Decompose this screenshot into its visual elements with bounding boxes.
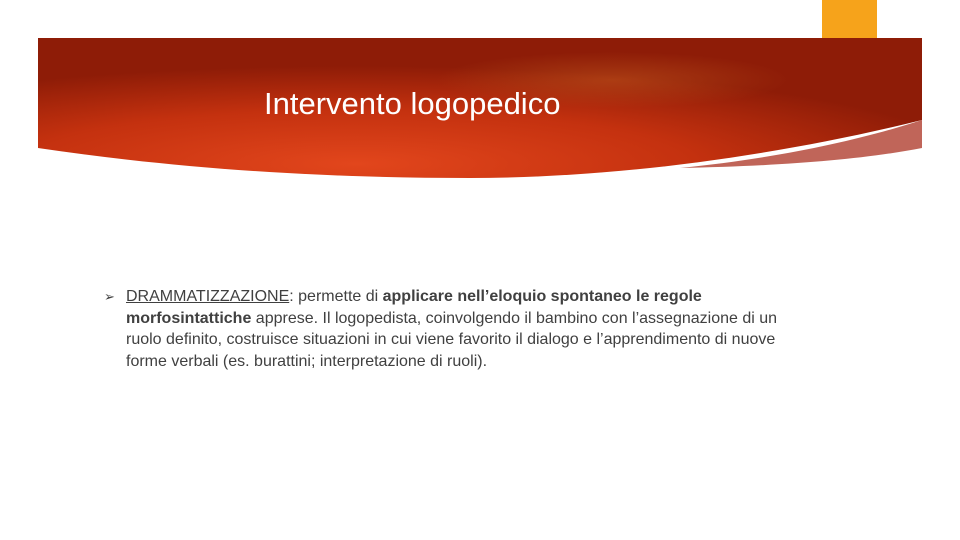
- bullet-bold-text: applicare nell’eloquio spontaneo le regole morfosintattiche: [126, 288, 702, 327]
- bullet-term: DRAMMATIZZAZIONE: [126, 288, 290, 305]
- arrowhead-bullet-icon: ➢: [104, 289, 115, 304]
- bullet-text-intro: : permette di: [289, 288, 383, 305]
- bullet-text-rest: apprese. Il logopedista, coinvolgendo il bambino con l’assegnazione di un ruolo definito, costruisce situazioni in cui viene favorito il dialogo e l’apprendimento di nuove forme verbali (es. burattini; interpretazione di ruoli).: [126, 309, 778, 370]
- slide-title: Intervento logopedico: [264, 86, 561, 121]
- bullet-item: [104, 286, 794, 372]
- content-area: [104, 286, 794, 372]
